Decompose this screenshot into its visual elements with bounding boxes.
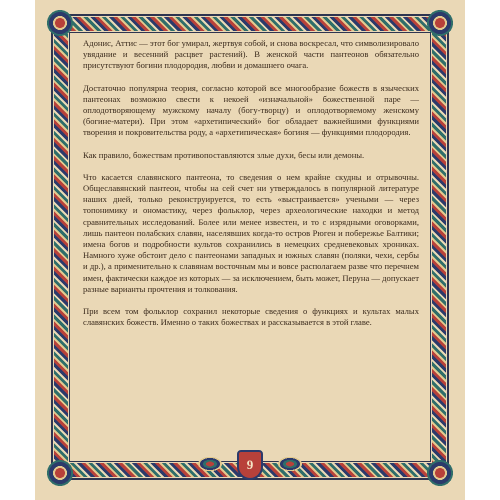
body-text (83, 38, 419, 339)
paragraph: При всем том фольклор сохранил некоторые сведения о функциях и культах малых славянских божеств. Именно о таких божествах и рассказывается в этой главе. (83, 306, 419, 328)
paragraph: Как правило, божествам противопоставляются злые духи, бесы или демоны. (83, 149, 365, 160)
corner-ornament-icon (47, 460, 73, 486)
floral-ornament-icon (270, 452, 310, 476)
paragraph: Достаточно популярна теория, согласно которой все многообразие божеств в языческих пантеонах возможно свести к некоей «изначальной» божественной паре — оплодотворяющему мужскому началу (богу-творцу) и оплодотворяемому женскому (богине-матери). При этом «архетипический» бог обладает важнейшими функциями творения и покровительства роду, а «архетипическая» богиня — функциями плодородия. (83, 82, 419, 138)
footer-ornament (190, 446, 310, 484)
paragraph: Что касается славянского пантеона, то сведения о нем крайне скудны и отрывочны. Общеславянский пантеон, чтобы на сей счет ни утверждалось в популярной литературе наших дней, только реконструируется, то есть «выстраивается» учеными — через топонимику и ономастику, через фольклор, через археологические находки и метод сравнительных исследований. Более или менее известен, и то с изрядными оговорками, лишь пантеон полабских славян, населявших когда-то остров Рюген и побережье Балтики; имена богов и подробности культов сохранились в немецких средневековых хрониках. Намного хуже обстоит дело с пантеонами западных и южных славян (поляки, чехи, сербы и др.), а применительно к славянам восточным мы и вовсе располагаем разве что перечнем имен, фактически каждое из которых — за исключением, быть может, Перуна — допускает разные варианты прочтения и толкования. (83, 171, 419, 294)
corner-ornament-icon (427, 460, 453, 486)
book-page (35, 0, 465, 500)
floral-ornament-icon (190, 452, 230, 476)
corner-ornament-icon (47, 10, 73, 36)
page-number: 9 (237, 450, 263, 480)
paragraph: Адонис, Аттис — этот бог умирал, жертвуя собой, и снова воскресал, что символизировало увядание и весенний расцвет растений). В женской части пантеонов обязательно присутствуют богини плодородия, любви и домашнего очага. (83, 38, 419, 71)
corner-ornament-icon (427, 10, 453, 36)
